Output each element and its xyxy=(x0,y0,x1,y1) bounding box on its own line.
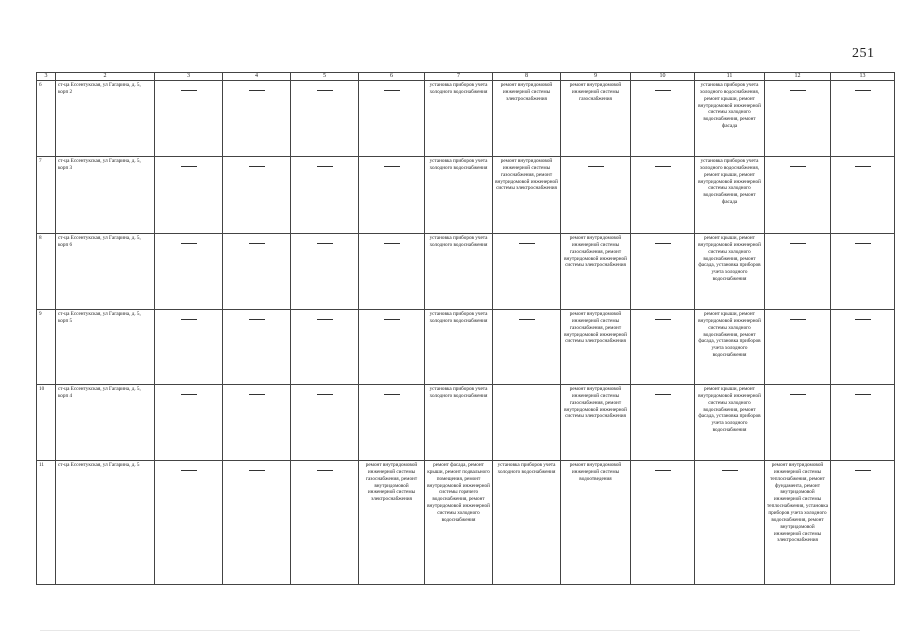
dash-mark xyxy=(790,166,806,167)
empty-dash-cell xyxy=(223,234,291,310)
work-description-cell: ремонт внутридомовой инженерной системы теплоснабжения, ремонт фундамента, ремонт внутридомовой инженерной системы теплоснабжения, установка приборов учета холодного водоснабжения, ремонт внутридомовой инженерной системы электроснабжения xyxy=(765,461,831,585)
column-header: 3 xyxy=(37,73,56,81)
column-header: 2 xyxy=(56,73,155,81)
empty-dash-cell xyxy=(223,385,291,461)
dash-mark xyxy=(655,166,671,167)
empty-dash-cell xyxy=(831,310,895,385)
column-header: 4 xyxy=(223,73,291,81)
work-description-cell: ремонт внутридомовой инженерной системы электроснабжения xyxy=(493,81,561,157)
empty-dash-cell xyxy=(831,157,895,234)
work-description-cell: ремонт крыши, ремонт внутридомовой инженерной системы холодного водоснабжения, ремонт фасада, установка приборов учета холодного водоснабжения xyxy=(695,385,765,461)
dash-mark xyxy=(790,319,806,320)
work-description-cell: ремонт внутридомовой инженерной системы газоснабжения, ремонт внутридомовой инженерной системы электроснабжения xyxy=(493,157,561,234)
empty-dash-cell xyxy=(291,385,359,461)
work-description-cell: ремонт внутридомовой инженерной системы газоснабжения, ремонт внутридомовой инженерной системы электроснабжения xyxy=(561,234,631,310)
work-description-cell: установка приборов учета холодного водоснабжения xyxy=(425,310,493,385)
column-header: 8 xyxy=(493,73,561,81)
empty-dash-cell xyxy=(223,157,291,234)
table-row xyxy=(37,385,895,461)
empty-dash-cell xyxy=(493,310,561,385)
dash-mark xyxy=(722,470,738,471)
address-cell: ст-ца Ессентукская, ул Гагарина, д. 5 xyxy=(56,461,155,585)
empty-dash-cell xyxy=(223,81,291,157)
dash-mark xyxy=(181,470,197,471)
work-description-cell: ремонт фасада, ремонт крыши, ремонт подвального помещения, ремонт внутридомовой инженерной системы горячего водоснабжения, ремонт внутридомовой инженерной системы холодного водоснабжения xyxy=(425,461,493,585)
dash-mark xyxy=(249,470,265,471)
column-header: 9 xyxy=(561,73,631,81)
work-description-cell: установка приборов учета холодного водоснабжения xyxy=(425,81,493,157)
dash-mark xyxy=(249,319,265,320)
column-header: 13 xyxy=(831,73,895,81)
empty-dash-cell xyxy=(223,461,291,585)
empty-dash-cell xyxy=(831,81,895,157)
empty-dash-cell xyxy=(291,81,359,157)
work-description-cell: установка приборов учета холодного водоснабжения xyxy=(425,157,493,234)
table-row xyxy=(37,461,895,585)
dash-mark xyxy=(249,90,265,91)
row-number: 7 xyxy=(37,157,56,234)
row-number: 10 xyxy=(37,385,56,461)
dash-mark xyxy=(855,319,871,320)
empty-dash-cell xyxy=(765,234,831,310)
dash-mark xyxy=(855,90,871,91)
row-number: 11 xyxy=(37,461,56,585)
table-row xyxy=(37,234,895,310)
work-description-cell: установка приборов учета холодного водоснабжения, ремонт крыши, ремонт внутридомовой инженерной системы холодного водоснабжения, ремонт фасада xyxy=(695,81,765,157)
column-header-row xyxy=(37,73,895,81)
empty-dash-cell xyxy=(291,461,359,585)
dash-mark xyxy=(655,319,671,320)
empty-dash-cell xyxy=(359,234,425,310)
dash-mark xyxy=(317,470,333,471)
row-number: 8 xyxy=(37,234,56,310)
empty-dash-cell xyxy=(631,461,695,585)
empty-dash-cell xyxy=(359,81,425,157)
dash-mark xyxy=(317,90,333,91)
dash-mark xyxy=(855,394,871,395)
empty-dash-cell xyxy=(631,81,695,157)
dash-mark xyxy=(655,243,671,244)
dash-mark xyxy=(384,166,400,167)
dash-mark xyxy=(519,243,535,244)
dash-mark xyxy=(519,319,535,320)
column-header: 5 xyxy=(291,73,359,81)
work-description-cell: установка приборов учета холодного водоснабжения xyxy=(425,234,493,310)
dash-mark xyxy=(181,90,197,91)
empty-dash-cell xyxy=(291,310,359,385)
address-cell: ст-ца Ессентукская, ул Гагарина, д. 5, корп 5 xyxy=(56,310,155,385)
dash-mark xyxy=(588,166,604,167)
dash-mark xyxy=(655,90,671,91)
column-header: 10 xyxy=(631,73,695,81)
dash-mark xyxy=(655,394,671,395)
dash-mark xyxy=(790,243,806,244)
dash-mark xyxy=(249,394,265,395)
empty-dash-cell xyxy=(291,157,359,234)
work-description-cell: установка приборов учета холодного водоснабжения, ремонт крыши, ремонт внутридомовой инженерной системы холодного водоснабжения, ремонт фасада xyxy=(695,157,765,234)
dash-mark xyxy=(384,243,400,244)
empty-dash-cell xyxy=(765,81,831,157)
work-description-cell: ремонт внутридомовой инженерной системы газоснабжения, ремонт внутридомовой инженерной системы электроснабжения xyxy=(561,385,631,461)
work-description-cell: ремонт внутридомовой инженерной системы газоснабжения, ремонт внутридомовой инженерной системы электроснабжения xyxy=(359,461,425,585)
empty-dash-cell xyxy=(695,461,765,585)
empty-dash-cell xyxy=(291,234,359,310)
dash-mark xyxy=(249,166,265,167)
work-description-cell: установка приборов учета холодного водоснабжения xyxy=(493,461,561,585)
dash-mark xyxy=(384,394,400,395)
empty-dash-cell xyxy=(155,157,223,234)
empty-dash-cell xyxy=(631,310,695,385)
work-description-cell: ремонт внутридомовой инженерной системы газоснабжения, ремонт внутридомовой инженерной системы электроснабжения xyxy=(561,310,631,385)
dash-mark xyxy=(384,90,400,91)
empty-dash-cell xyxy=(765,385,831,461)
empty-dash-cell xyxy=(631,234,695,310)
dash-mark xyxy=(317,394,333,395)
dash-mark xyxy=(655,470,671,471)
empty-dash-cell xyxy=(155,461,223,585)
address-cell: ст-ца Ессентукская, ул Гагарина, д. 5, корп 2 xyxy=(56,81,155,157)
empty-dash-cell xyxy=(359,310,425,385)
dash-mark xyxy=(317,243,333,244)
dash-mark xyxy=(317,319,333,320)
column-header: 3 xyxy=(155,73,223,81)
row-number: 9 xyxy=(37,310,56,385)
empty-dash-cell xyxy=(493,234,561,310)
empty-dash-cell xyxy=(631,385,695,461)
dash-mark xyxy=(181,166,197,167)
work-description-cell: ремонт внутридомовой инженерной системы водоотведения xyxy=(561,461,631,585)
dash-mark xyxy=(855,243,871,244)
dash-mark xyxy=(790,90,806,91)
empty-dash-cell xyxy=(831,234,895,310)
dash-mark xyxy=(181,394,197,395)
column-header: 6 xyxy=(359,73,425,81)
empty-dash-cell xyxy=(831,461,895,585)
address-cell: ст-ца Ессентукская, ул Гагарина, д. 5, корп 3 xyxy=(56,157,155,234)
dash-mark xyxy=(249,243,265,244)
column-header: 12 xyxy=(765,73,831,81)
table-row xyxy=(37,157,895,234)
register-table xyxy=(36,72,895,585)
address-cell: ст-ца Ессентукская, ул Гагарина, д. 5, корп 6 xyxy=(56,234,155,310)
scan-artifact xyxy=(40,630,860,631)
empty-dash-cell xyxy=(359,157,425,234)
table-row xyxy=(37,310,895,385)
table-row xyxy=(37,81,895,157)
empty-dash-cell xyxy=(561,157,631,234)
empty-dash-cell xyxy=(155,234,223,310)
empty-dash-cell xyxy=(765,157,831,234)
empty-dash-cell xyxy=(155,310,223,385)
dash-mark xyxy=(181,243,197,244)
dash-mark xyxy=(384,319,400,320)
empty-dash-cell xyxy=(359,385,425,461)
column-header: 7 xyxy=(425,73,493,81)
dash-mark xyxy=(855,470,871,471)
address-cell: ст-ца Ессентукская, ул Гагарина, д. 5, корп 4 xyxy=(56,385,155,461)
empty-dash-cell xyxy=(223,310,291,385)
dash-mark xyxy=(790,394,806,395)
column-header: 11 xyxy=(695,73,765,81)
work-description-cell: установка приборов учета холодного водоснабжения xyxy=(425,385,493,461)
dash-mark xyxy=(317,166,333,167)
empty-dash-cell xyxy=(155,81,223,157)
blank-cell xyxy=(493,385,561,461)
page-number: 251 xyxy=(852,46,875,61)
work-description-cell: ремонт внутридомовой инженерной системы газоснабжения xyxy=(561,81,631,157)
work-description-cell: ремонт крыши, ремонт внутридомовой инженерной системы холодного водоснабжения, ремонт фасада, установка приборов учета холодного водоснабжения xyxy=(695,234,765,310)
dash-mark xyxy=(855,166,871,167)
dash-mark xyxy=(181,319,197,320)
empty-dash-cell xyxy=(831,385,895,461)
row-number: 6 xyxy=(37,81,56,157)
empty-dash-cell xyxy=(631,157,695,234)
empty-dash-cell xyxy=(155,385,223,461)
work-description-cell: ремонт крыши, ремонт внутридомовой инженерной системы холодного водоснабжения, ремонт фасада, установка приборов учета холодного водоснабжения xyxy=(695,310,765,385)
empty-dash-cell xyxy=(765,310,831,385)
